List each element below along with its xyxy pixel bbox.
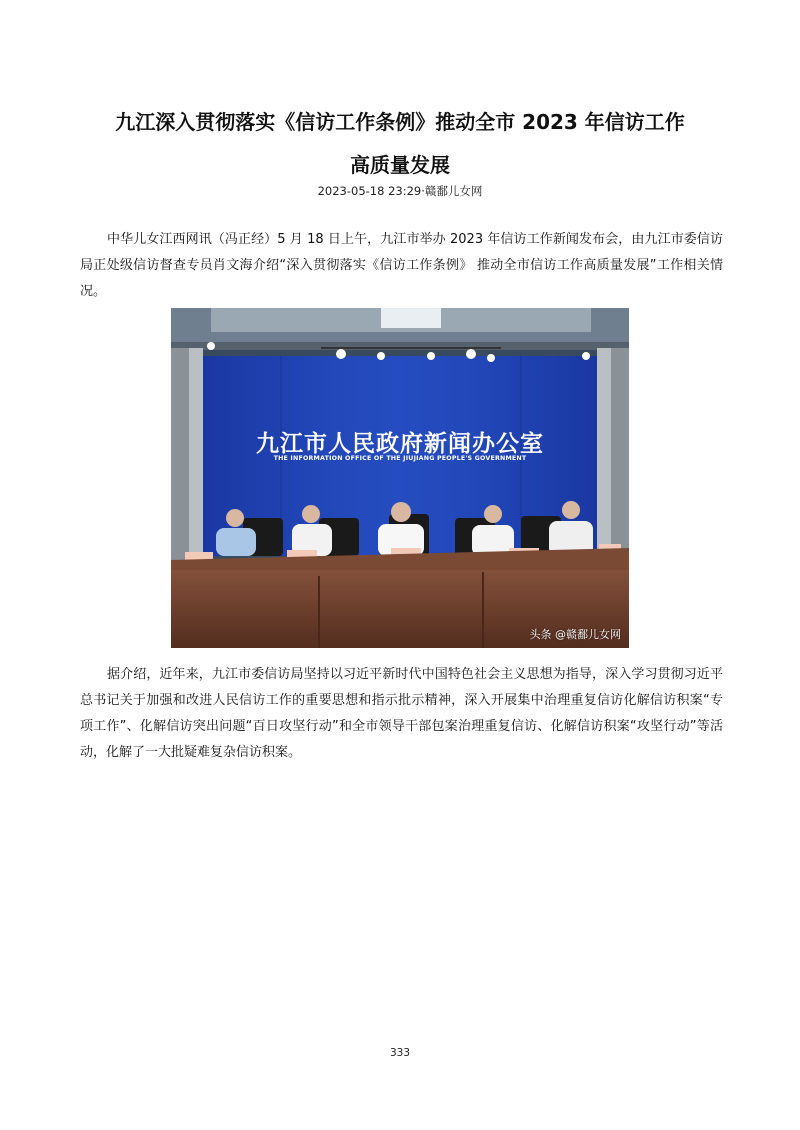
page-number: 333	[389, 1047, 411, 1059]
article-title-line-2: 高质量发展	[350, 153, 450, 177]
paragraph-2: 据介绍，近年来，九江市委信访局坚持以习近平新时代中国特色社会主义思想为指导，深入学习贯彻习近平总书记关于加强和改进人民信访工作的重要思想和指示批示精神，深入开展集中治理重复信访化解信访积案“专项工作”、化解信访突出问题“百日攻坚行动”和全市领导干部包案治理重复信访、化解信访积案“攻坚行动”等活动，化解了一大批疑难复杂信访积案。	[80, 667, 723, 760]
banner-english-text: THE INFORMATION OFFICE OF THE JIUJIANG PEOPLE'S GOVERNMENT	[273, 455, 527, 462]
paragraph-1: 中华儿女江西网讯（冯正经）5 月 18 日上午，九江市举办 2023 年信访工作新闻发布会，由九江市委信访局正处级信访督查专员肖文海介绍“深入贯彻落实《信访工作条例》 推动全市信访工作高质量发展”工作相关情况。	[80, 232, 723, 299]
banner-chinese-text: 九江市人民政府新闻办公室	[256, 431, 544, 457]
article-title-line-1: 九江深入贯彻落实《信访工作条例》推动全市 2023 年信访工作	[115, 110, 685, 134]
article-meta: 2023-05-18 23:29·赣鄱儿女网	[317, 184, 483, 198]
photo-illustration	[171, 308, 629, 648]
photo-watermark: 头条 @赣鄱儿女网	[529, 628, 621, 641]
press-conference-photo	[171, 308, 629, 648]
